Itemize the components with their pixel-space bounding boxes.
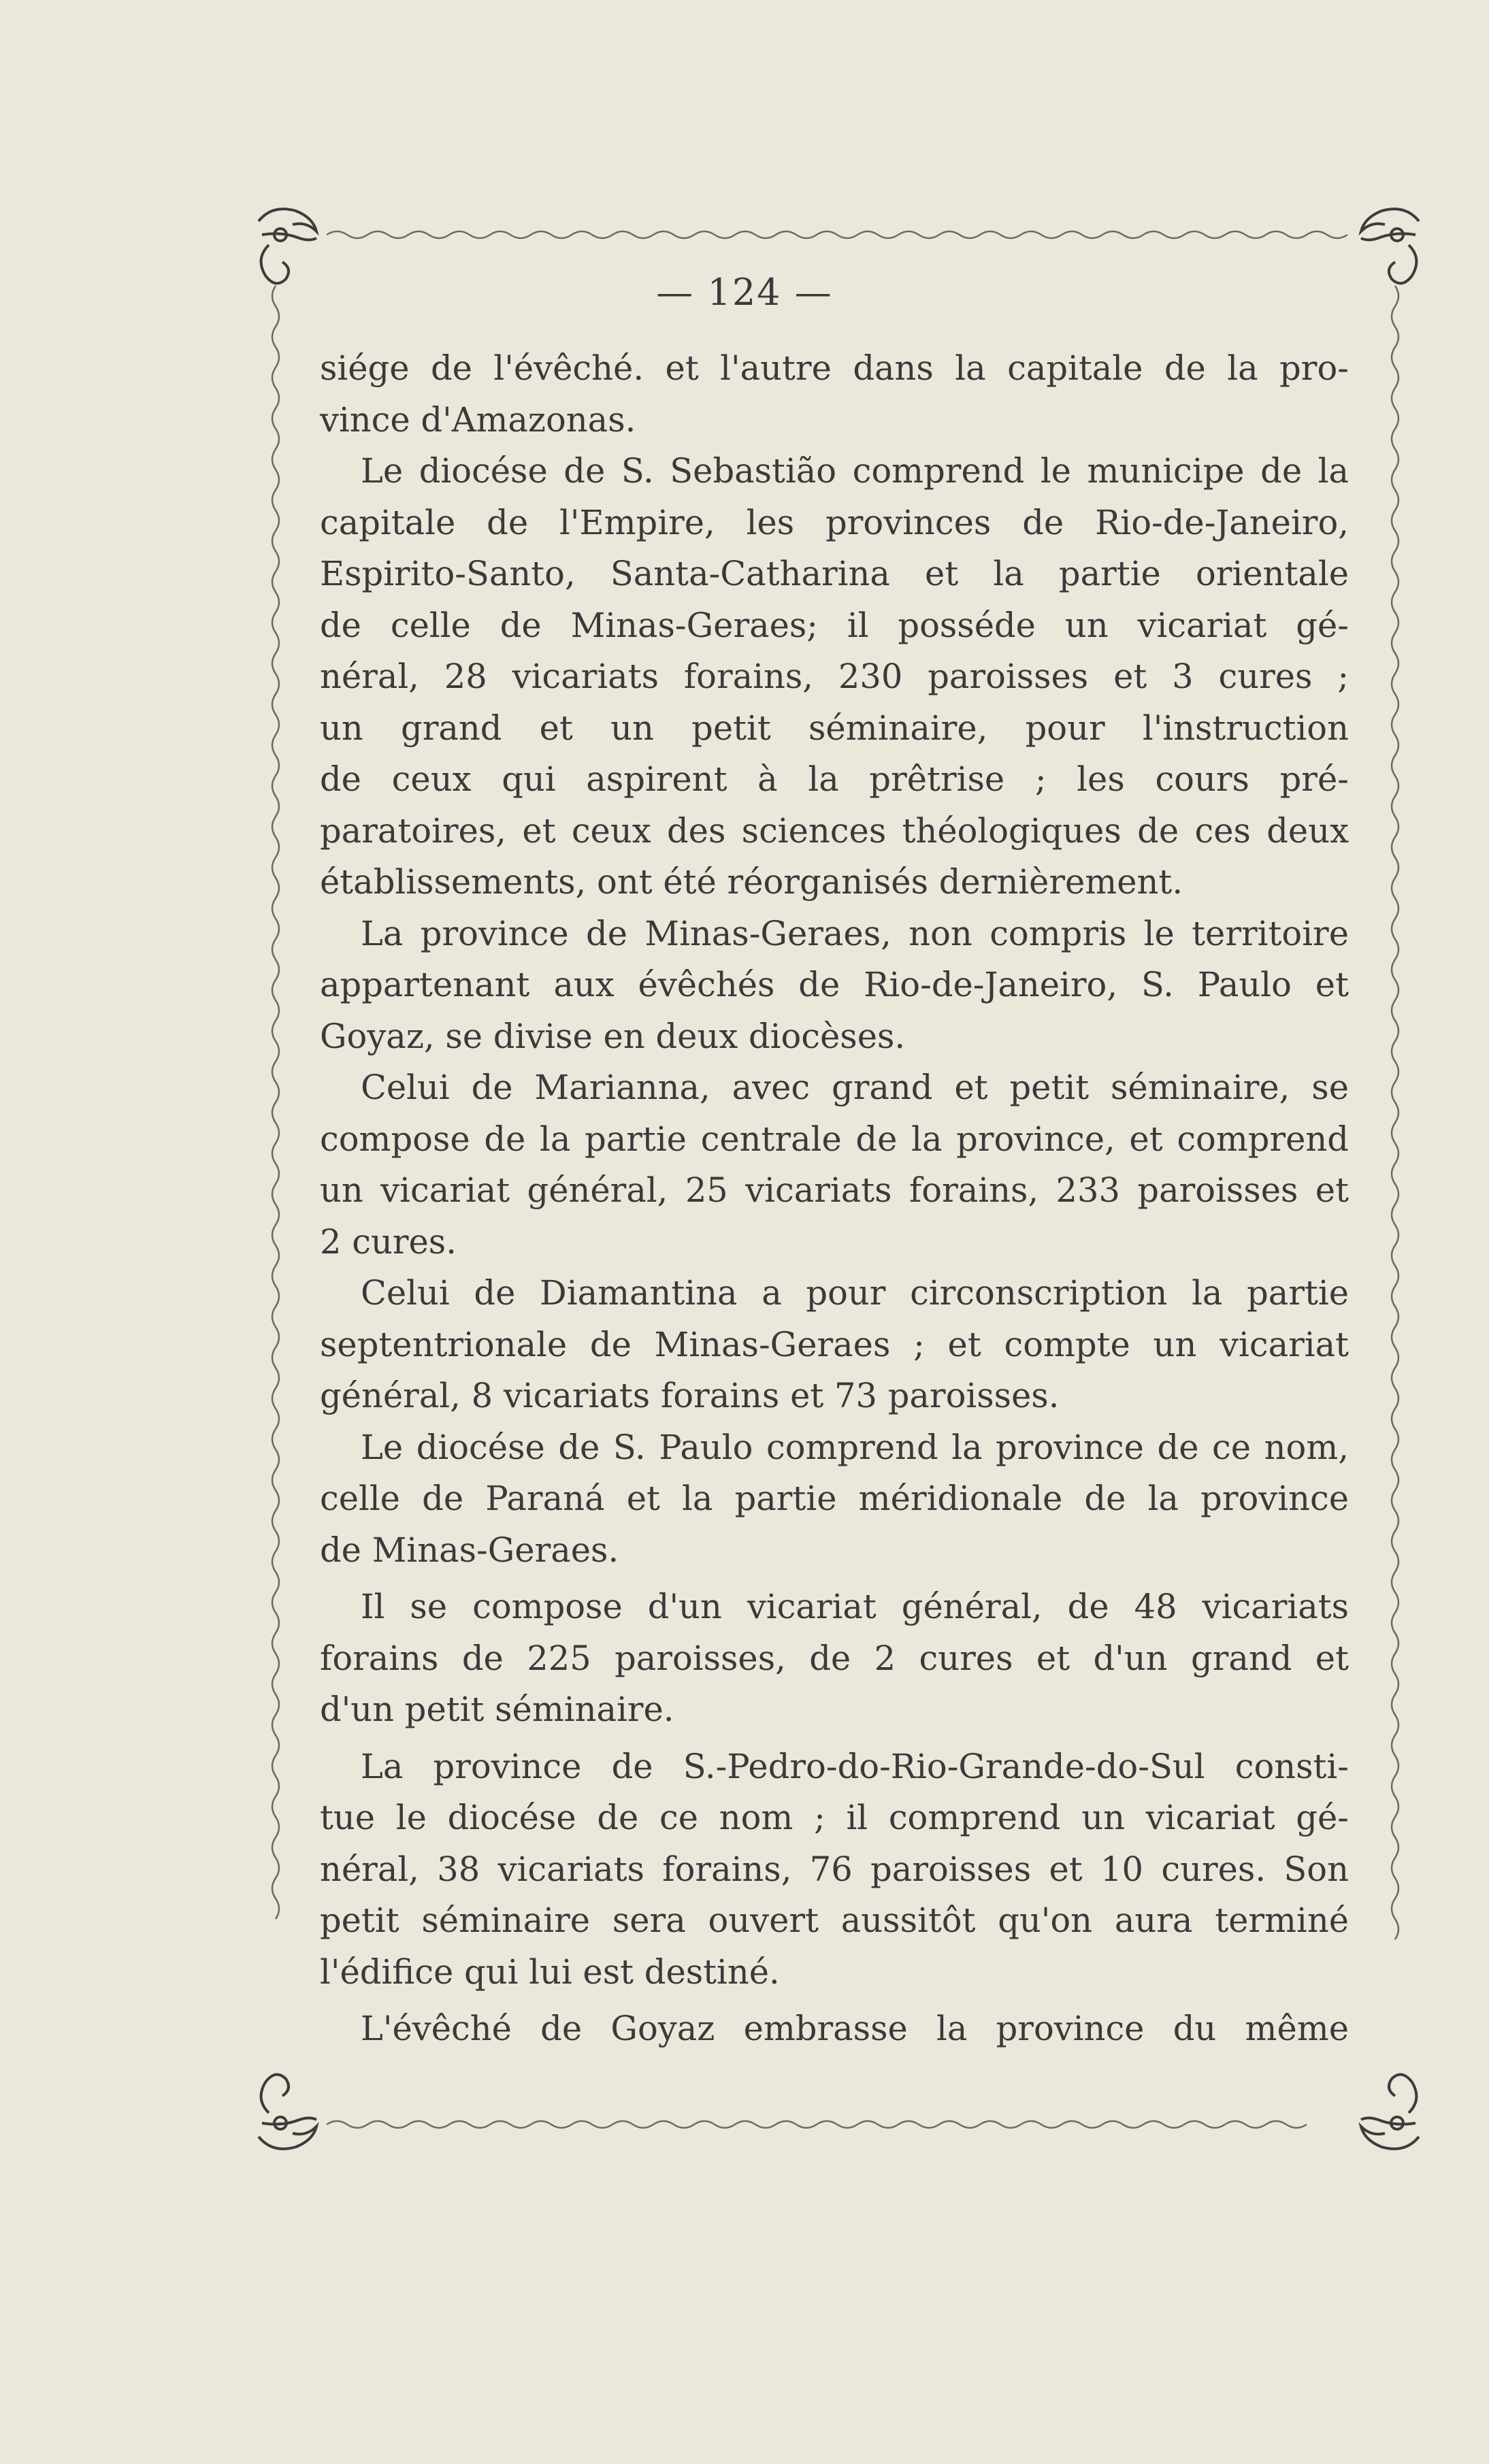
text-line: paratoires, et ceux des sciences théologiques de ces deux: [320, 810, 1349, 851]
left-wavy-rule: [272, 286, 279, 1919]
text-line: Goyaz, se divise en deux diocèses.: [320, 1016, 906, 1056]
text-line: vince d'Amazonas.: [320, 399, 636, 440]
text-line: petit séminaire sera ouvert aussitôt qu'on aura terminé: [320, 1901, 1349, 1940]
text-line: capitale de l'Empire, les provinces de Rio-de-Janeiro,: [320, 502, 1349, 542]
text-line: L'évêché de Goyaz embrasse la province du même: [361, 2009, 1349, 2048]
text-line: septentrionale de Minas-Geraes ; et compte un vicariat: [320, 1324, 1349, 1364]
text-line: un vicariat général, 25 vicariats forains, 233 paroisses et: [320, 1170, 1349, 1210]
text-line: néral, 38 vicariats forains, 76 paroisses et 10 cures. Son: [320, 1849, 1349, 1889]
text-line: Espirito-Santo, Santa-Catharina et la partie orientale: [320, 554, 1349, 593]
text-line: celle de Paraná et la partie méridionale de la province: [320, 1479, 1349, 1518]
text-line: La province de Minas-Geraes, non compris le territoire: [361, 913, 1349, 953]
text-line: général, 8 vicariats forains et 73 paroisses.: [320, 1376, 1060, 1415]
text-line: appartenant aux évêchés de Rio-de-Janeiro, S. Paulo et: [320, 965, 1349, 1004]
text-line: Il se compose d'un vicariat général, de 48 vicariats: [361, 1587, 1349, 1626]
text-line: forains de 225 paroisses, de 2 cures et d'un grand et: [320, 1638, 1349, 1678]
text-line: de celle de Minas-Geraes; il posséde un vicariat gé-: [320, 605, 1349, 645]
text-line: néral, 28 vicariats forains, 230 paroisses et 3 cures ;: [320, 657, 1349, 696]
page-number: — 124 —: [656, 271, 833, 314]
text-line: de Minas-Geraes.: [320, 1530, 619, 1570]
body-text: [320, 343, 1349, 2055]
text-line: Celui de Diamantina a pour circonscription la partie: [361, 1273, 1349, 1313]
text-line: Celui de Marianna, avec grand et petit séminaire, se: [361, 1068, 1349, 1107]
text-line: de ceux qui aspirent à la prêtrise ; les cours pré-: [320, 759, 1349, 799]
text-line: l'édifice qui lui est destiné.: [320, 1952, 780, 1992]
text-line: d'un petit séminaire.: [320, 1690, 674, 1729]
text-line: 2 cures.: [320, 1221, 457, 1262]
text-line: siége de l'évêché. et l'autre dans la capitale de la pro-: [320, 348, 1349, 388]
corner-ornament-bottom-left: [259, 2075, 316, 2149]
text-line: un grand et un petit séminaire, pour l'instruction: [320, 708, 1349, 748]
text-line: tue le diocése de ce nom ; il comprend un vicariat gé-: [320, 1798, 1349, 1837]
top-wavy-rule: [327, 231, 1347, 238]
text-line: Le diocése de S. Paulo comprend la province de ce nom,: [361, 1427, 1349, 1467]
right-wavy-rule: [1392, 286, 1398, 1939]
text-line: La province de S.-Pedro-do-Rio-Grande-do-Sul consti-: [361, 1746, 1349, 1786]
text-line: établissements, ont été réorganisés dernièrement.: [320, 862, 1183, 902]
text-line: compose de la partie centrale de la province, et comprend: [320, 1119, 1349, 1159]
text-line: Le diocése de S. Sebastião comprend le municipe de la: [361, 451, 1349, 491]
bottom-wavy-rule: [327, 2121, 1307, 2128]
corner-ornament-bottom-right: [1361, 2075, 1419, 2149]
